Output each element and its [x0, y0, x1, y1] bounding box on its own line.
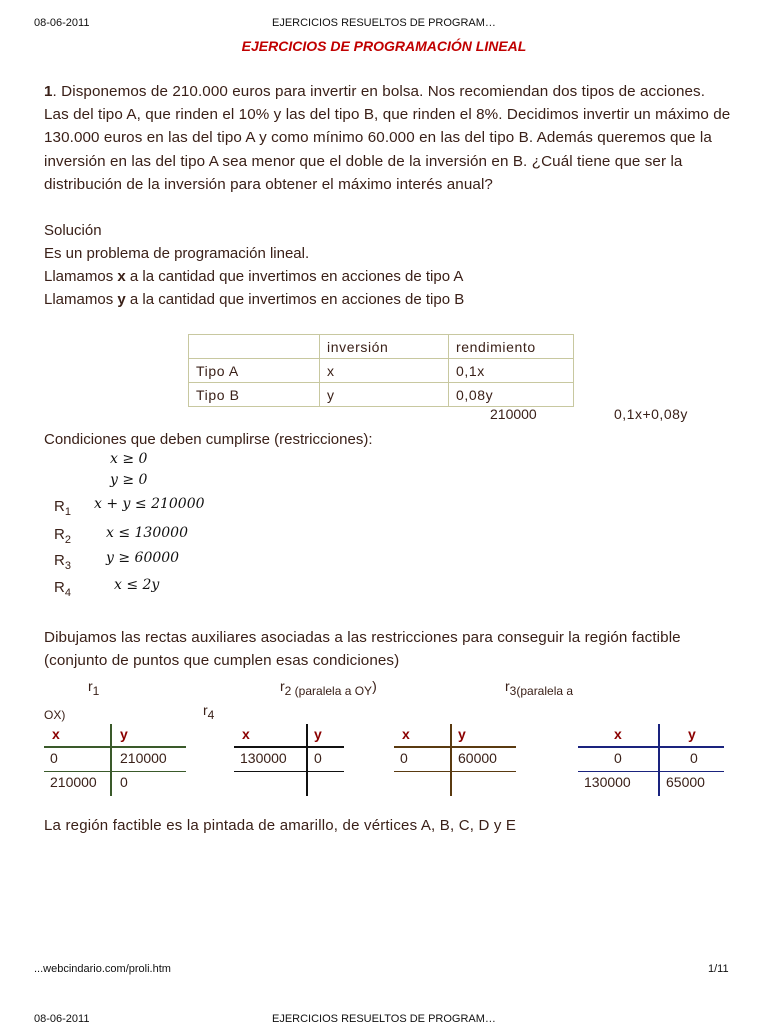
solution-y-definition [44, 288, 464, 311]
nonneg-x: x ≥ 0 [110, 451, 148, 467]
aux-r2-sub: 2 (paralela a OY [284, 683, 373, 698]
restriction-r4: x ≤ 2y [114, 577, 160, 593]
table-cell: 0 [50, 750, 58, 766]
table-cell: 0,08y [449, 383, 574, 407]
aux-table-header-y: y [688, 726, 696, 742]
region-text: La región factible es la pintada de amarillo, de vértices A, B, C, D y E [44, 817, 517, 834]
restriction-r1-label [54, 498, 71, 518]
aux-r3-sub: 3(paralela a [509, 683, 574, 698]
problem-text: . Disponemos de 210.000 euros para invertir en bolsa. Nos recomiendan dos tipos de acciones. Las del tipo A, que rinden el 10% y las del tipo B, que rinden el 8%. Decidimos invertir un máximo de 130.000 euros en las del tipo A y como mínimo 60.000 en las del tipo B. Además queremos que la inversión en las del tipo A sea menor que el doble de la inversión en B. ¿Cuál tiene que ser la distribución de la inversión para obtener el máximo interés anual? [44, 83, 731, 193]
aux-r2-label [280, 678, 377, 698]
aux-r1-label [88, 678, 99, 698]
aux-table-r2 [234, 724, 344, 796]
aux-r1-sub: 1 [92, 683, 100, 698]
table-row [189, 359, 574, 383]
table-cell: y [320, 383, 449, 407]
header-doc-title: EJERCICIOS RESUELTOS DE PROGRAM… [272, 17, 496, 29]
aux-r3-continued: OX) [44, 708, 66, 722]
table-cell: 130000 [240, 750, 287, 766]
x-def-post: a la cantidad que invertimos en acciones de tipo A [125, 268, 464, 285]
table-cell: 0 [120, 774, 128, 790]
aux-r4-letter: r [203, 702, 208, 718]
footer-url[interactable]: ...webcindario.com/proli.htm [34, 963, 171, 975]
aux-table-r3 [394, 724, 516, 796]
restriction-r2-label [54, 526, 71, 546]
aux-table-divider [450, 724, 452, 796]
solution-x-definition [44, 265, 463, 288]
table-cell: 60000 [458, 750, 497, 766]
auxiliary-text: Dibujamos las rectas auxiliares asociadas a las restricciones para conseguir la región factible (conjunto de puntos que cumplen esas condiciones) [44, 629, 681, 670]
table-cell: 0 [400, 750, 408, 766]
r1-letter: R [54, 498, 65, 515]
table-cell: Tipo B [189, 383, 320, 407]
aux-r3-label [505, 678, 573, 698]
aux-table-rule [394, 746, 516, 748]
table-header-cell: rendimiento [449, 335, 574, 359]
solution-label: Solución [44, 222, 102, 239]
total-inversion: 210000 [490, 406, 537, 422]
table-cell: 210000 [120, 750, 167, 766]
footer-page-number: 1/11 [708, 963, 729, 975]
table-cell: 130000 [584, 774, 631, 790]
header2-doc-title: EJERCICIOS RESUELTOS DE PROGRAM… [272, 1013, 496, 1025]
aux-table-rule [578, 771, 724, 772]
header2-date: 08-06-2011 [34, 1013, 90, 1025]
aux-table-rule [44, 746, 186, 748]
aux-table-header-y: y [120, 726, 128, 742]
table-cell: 0 [690, 750, 698, 766]
restriction-r2: x ≤ 130000 [106, 525, 188, 541]
table-header-cell: inversión [320, 335, 449, 359]
table-cell: x [320, 359, 449, 383]
page-title: EJERCICIOS DE PROGRAMACIÓN LINEAL [241, 38, 527, 54]
r4-sub: 4 [64, 587, 71, 599]
x-def-pre: Llamamos [44, 268, 118, 285]
table-cell: 0,1x [449, 359, 574, 383]
aux-table-rule [44, 771, 186, 772]
aux-table-rule [234, 746, 344, 748]
aux-table-header-x: x [402, 726, 410, 742]
problem-statement [44, 80, 734, 196]
r1-sub: 1 [64, 506, 71, 518]
aux-table-r1 [44, 724, 186, 796]
aux-r2-letter: r [280, 678, 285, 694]
y-var: y [117, 291, 126, 308]
problem-number: 1 [44, 83, 53, 100]
y-def-post: a la cantidad que invertimos en acciones de tipo B [125, 291, 465, 308]
aux-table-divider [110, 724, 112, 796]
r2-letter: R [54, 526, 65, 543]
table-header-cell [189, 335, 320, 359]
r3-letter: R [54, 552, 65, 569]
restriction-r3-label [54, 552, 71, 572]
aux-table-header-x: x [242, 726, 250, 742]
aux-table-header-y: y [314, 726, 322, 742]
table-cell: 0 [614, 750, 622, 766]
aux-table-rule [578, 746, 724, 748]
aux-table-divider [306, 724, 308, 796]
nonneg-y: y ≥ 0 [110, 472, 148, 488]
restriction-r4-label [54, 579, 71, 599]
table-header-row [189, 335, 574, 359]
aux-table-header-y: y [458, 726, 466, 742]
total-rendimiento: 0,1x+0,08y [614, 406, 688, 422]
aux-r4-label [203, 702, 214, 722]
table-cell: Tipo A [189, 359, 320, 383]
r3-sub: 3 [64, 560, 71, 572]
header-date: 08-06-2011 [34, 17, 90, 29]
aux-table-r4 [578, 724, 724, 796]
aux-table-divider [658, 724, 660, 796]
table-cell: 210000 [50, 774, 97, 790]
aux-table-rule [234, 771, 344, 772]
restriction-r1: x + y ≤ 210000 [94, 496, 205, 512]
aux-r2-close: ) [372, 678, 377, 694]
aux-table-header-x: x [614, 726, 622, 742]
conditions-heading: Condiciones que deben cumplirse (restricciones): [44, 431, 373, 448]
aux-table-header-x: x [52, 726, 60, 742]
r2-sub: 2 [64, 534, 71, 546]
y-def-pre: Llamamos [44, 291, 118, 308]
table-cell: 65000 [666, 774, 705, 790]
aux-r4-sub: 4 [207, 707, 215, 722]
solution-line-1: Es un problema de programación lineal. [44, 245, 310, 262]
r4-letter: R [54, 579, 65, 596]
aux-table-rule [394, 771, 516, 772]
aux-r1-letter: r [88, 678, 93, 694]
investment-table [188, 334, 574, 407]
x-var: x [117, 268, 126, 285]
restriction-r3: y ≥ 60000 [106, 550, 180, 566]
aux-r3-letter: r [505, 678, 510, 694]
table-cell: 0 [314, 750, 322, 766]
